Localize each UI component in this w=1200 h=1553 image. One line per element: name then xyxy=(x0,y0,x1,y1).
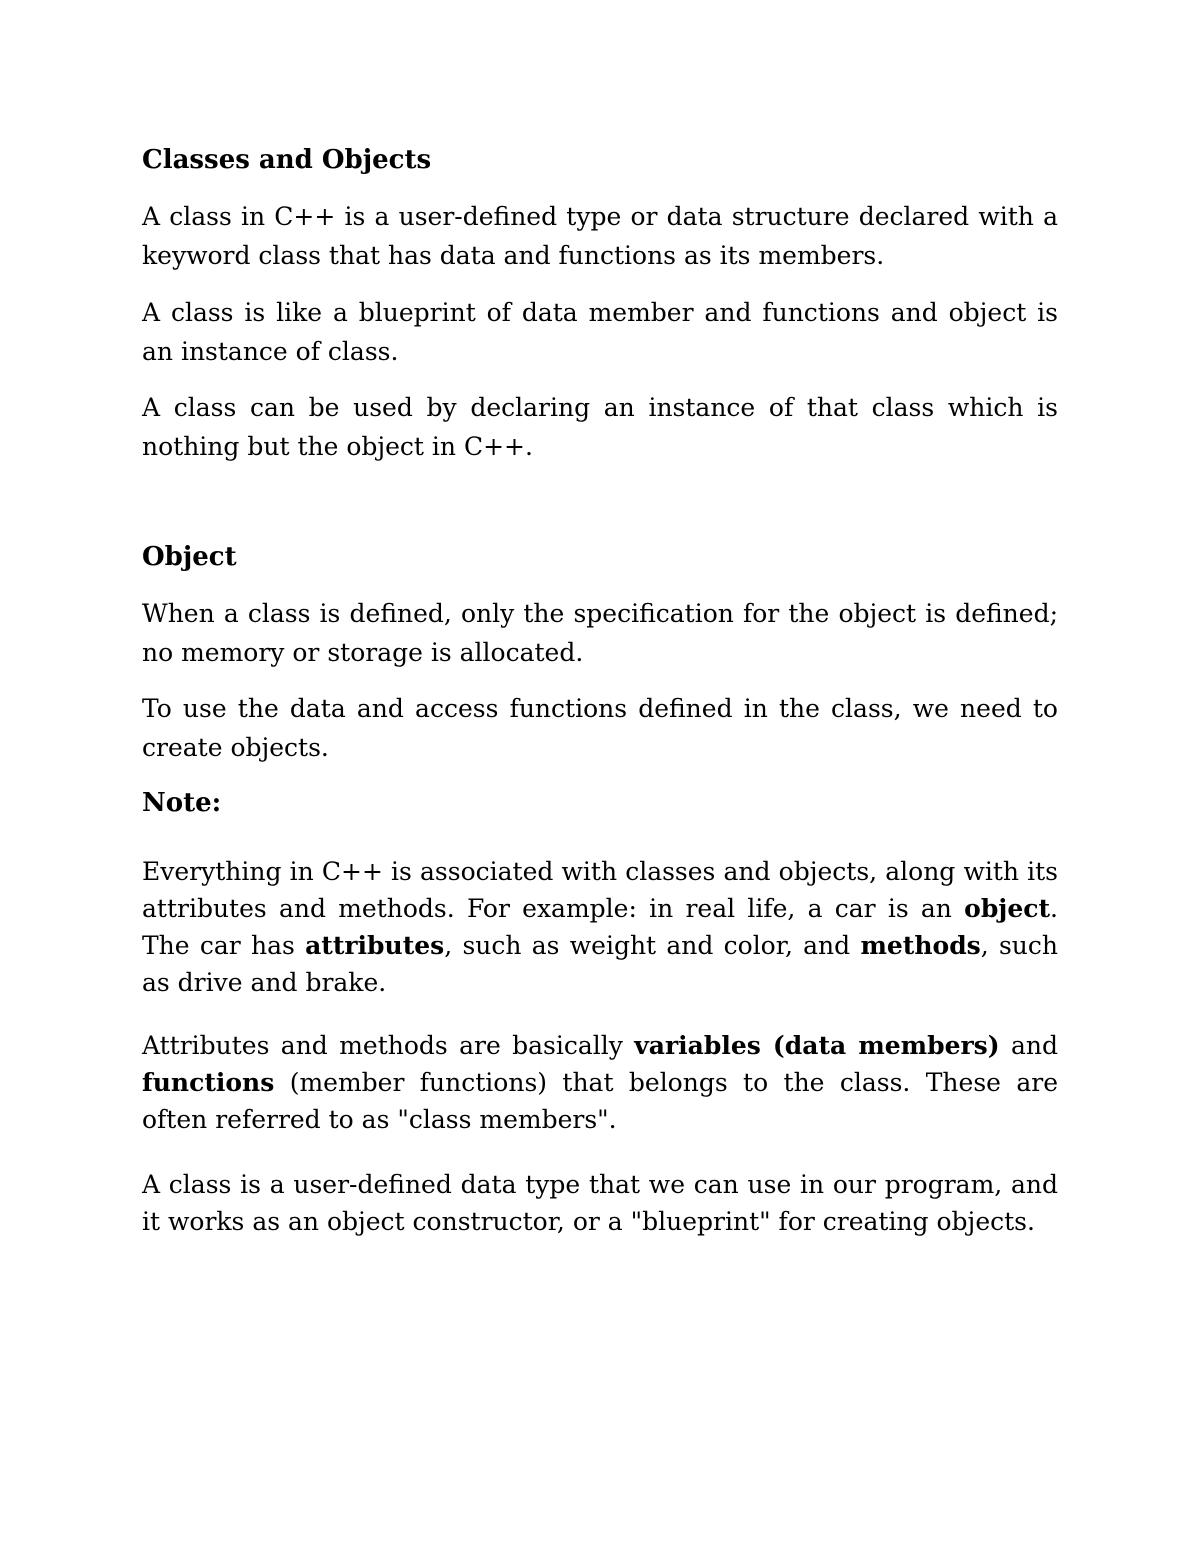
heading-classes-and-objects: Classes and Objects xyxy=(142,145,432,175)
bold-term-functions: functions xyxy=(142,1068,275,1097)
paragraph-note-attributes-methods xyxy=(142,853,1058,1001)
paragraph-note-class-members xyxy=(142,1027,1058,1138)
text-run: , such as weight and color, and xyxy=(444,931,861,960)
paragraph-class-blueprint: A class is like a blueprint of data member and functions and object is an instance of class. xyxy=(142,298,1058,366)
paragraph-create-objects: To use the data and access functions defined in the class, we need to create objects. xyxy=(142,694,1058,762)
heading-note: Note: xyxy=(142,788,222,818)
paragraph-class-instance: A class can be used by declaring an instance of that class which is nothing but the object in C++. xyxy=(142,393,1058,461)
text-run: (member functions) that belongs to the class. These are often referred to as "class members". xyxy=(142,1068,1058,1134)
paragraph-object-specification: When a class is defined, only the specification for the object is defined; no memory or storage is allocated. xyxy=(142,599,1058,667)
bold-term-object: object xyxy=(964,894,1051,923)
heading-object: Object xyxy=(142,542,237,572)
bold-term-methods: methods xyxy=(860,931,981,960)
paragraph-note-blueprint: A class is a user-defined data type that we can use in our program, and it works as an object constructor, or a "blueprint" for creating objects. xyxy=(142,1170,1058,1236)
text-run: and xyxy=(999,1031,1058,1060)
bold-term-attributes: attributes xyxy=(305,931,445,960)
text-run: . The car has xyxy=(142,894,1058,960)
paragraph-class-definition: A class in C++ is a user-defined type or data structure declared with a keyword class that has data and functions as its members. xyxy=(142,202,1058,270)
bold-term-variables: variables (data members) xyxy=(634,1031,1000,1060)
text-run: Everything in C++ is associated with classes and objects, along with its attributes and methods. For example: in real life, a car is an xyxy=(142,857,1058,923)
text-run: , such as drive and brake. xyxy=(142,931,1058,997)
text-run: Attributes and methods are basically xyxy=(142,1031,635,1060)
